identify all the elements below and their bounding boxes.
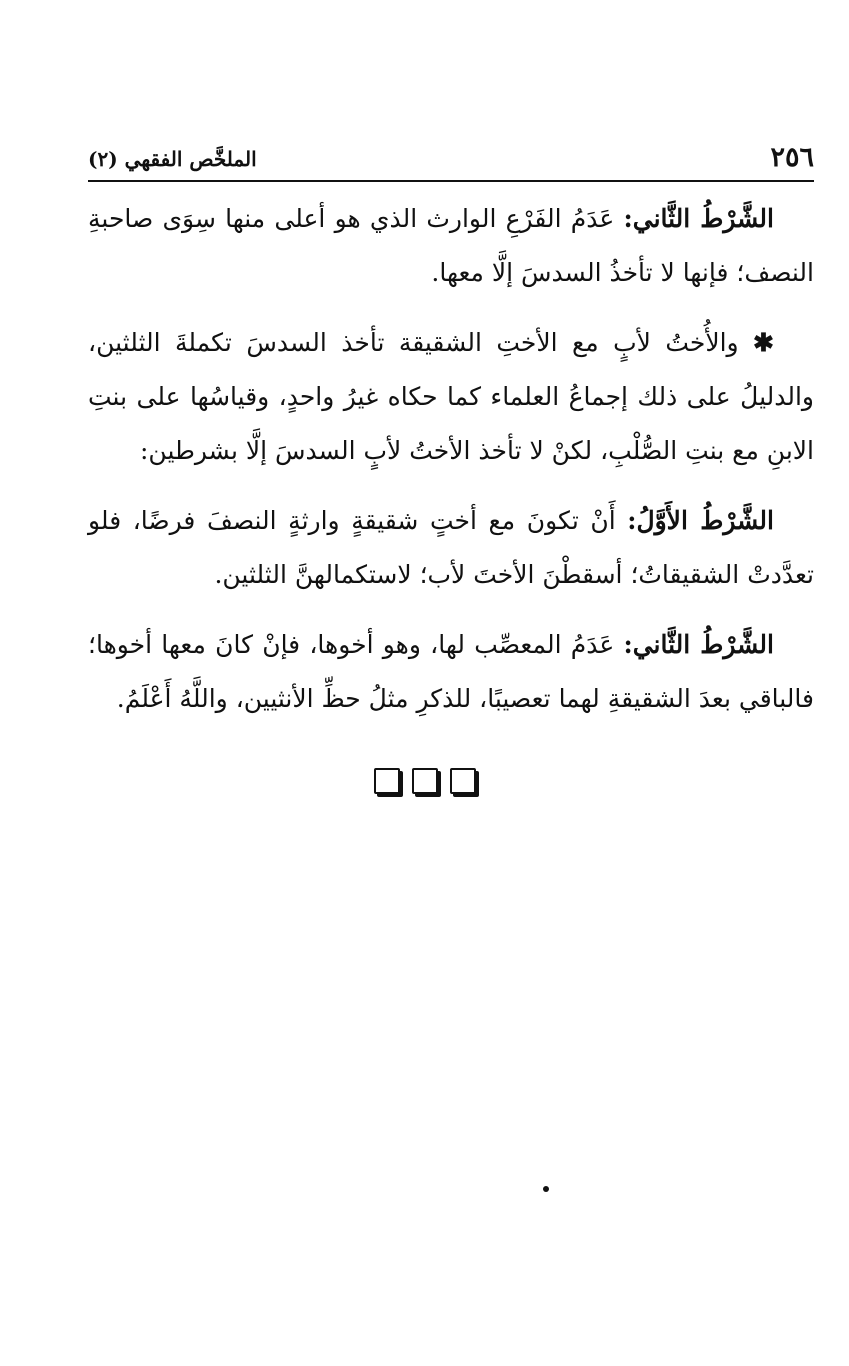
paragraph-condition-two-a [88,192,814,300]
paragraph-condition-two-b [88,618,814,726]
page-header [88,140,814,180]
paragraph-paternal-sister [88,316,814,478]
paragraph-term: الشَّرْطُ الأَوَّلُ: [627,506,774,535]
paragraph-term: الشَّرْطُ الثَّاني: [623,630,774,659]
paragraph-text: عَدَمُ المعصِّب لها، وهو أخوها، فإنْ كانَ معها أخوها؛ فالباقي بعدَ الشقيقةِ لهما تعصيبًا، للذكرِ مثلُ حظِّ الأنثيين، واللَّهُ أَعْلَمُ. [88,630,814,713]
square-ornament-icon [450,768,476,794]
page-body [88,192,814,742]
square-ornament-icon [374,768,400,794]
paragraph-text: والأُختُ لأبٍ مع الأختِ الشقيقة تأخذ السدسَ تكملةَ الثلثين، والدليلُ على ذلك إجماعُ العلماء كما حكاه غيرُ واحدٍ، وقياسُها على بنتِ الابنِ مع بنتِ الصُّلْبِ، لكنْ لا تأخذ الأختُ لأبٍ السدسَ إلَّا بشرطين: [88,328,814,465]
page-number: ٢٥٦ [770,142,814,173]
header-divider [88,180,814,182]
paragraph-condition-one [88,494,814,602]
square-ornament-icon [412,768,438,794]
section-end-ornament [0,768,849,802]
book-title: الملخَّص الفقهي (٢) [88,147,257,171]
asterisk-marker: ✱ [753,328,774,357]
paragraph-text: عَدَمُ الفَرْعِ الوارث الذي هو أعلى منها سِوَى صاحبةِ النصف؛ فإنها لا تأخذُ السدسَ إلَّا معها. [88,204,814,287]
paragraph-text: أَنْ تكونَ مع أختٍ شقيقةٍ وارثةٍ النصفَ فرضًا، فلو تعدَّدتْ الشقيقاتُ؛ أسقطْنَ الأختَ لأب؛ لاستكمالهنَّ الثلثين. [88,506,814,589]
paragraph-term: الشَّرْطُ الثَّاني: [623,204,774,233]
ink-speck [543,1186,549,1192]
